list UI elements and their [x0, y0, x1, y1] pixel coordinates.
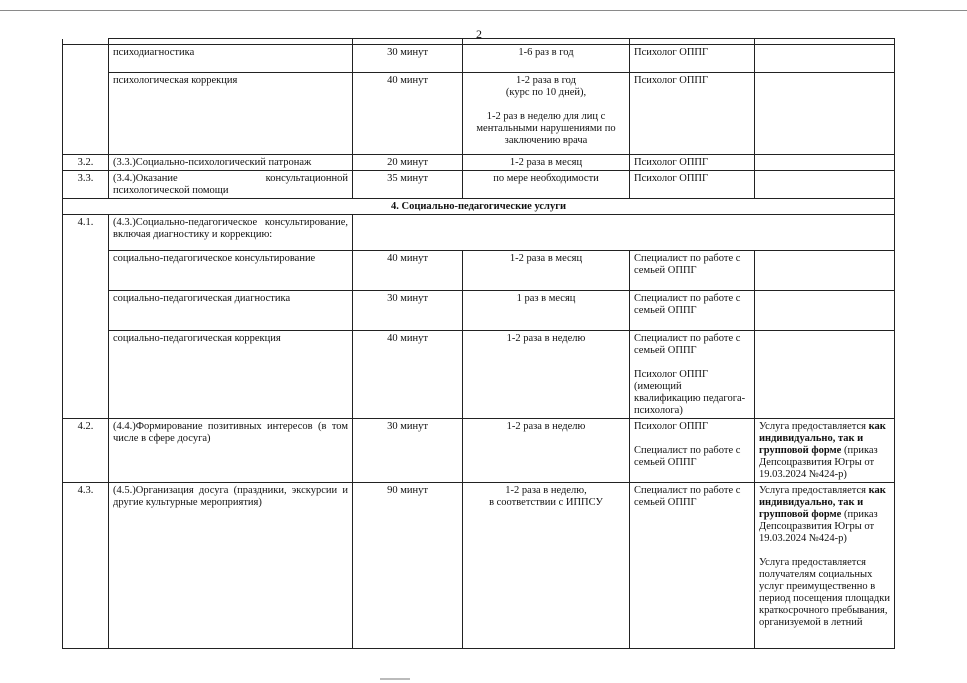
merged-empty-cell — [353, 215, 895, 251]
table-row — [63, 251, 895, 291]
row-number: 4.2. — [63, 419, 109, 483]
service-frequency: по мере необходимости — [463, 171, 630, 199]
service-frequency: 1-2 раза в месяц — [463, 251, 630, 291]
service-duration: 30 минут — [353, 419, 463, 483]
table-row — [63, 73, 895, 155]
service-duration: 20 минут — [353, 155, 463, 171]
service-frequency: 1-2 раза в неделю — [463, 419, 630, 483]
page-top-rule — [0, 10, 967, 11]
service-staff: Специалист по работе с семьей ОППГ — [630, 483, 755, 649]
service-name: психологическая коррекция — [109, 73, 353, 155]
service-note — [755, 331, 895, 419]
section-title: 4. Социально-педагогические услуги — [63, 199, 895, 215]
service-duration: 35 минут — [353, 171, 463, 199]
table-row — [63, 483, 895, 649]
service-name: (3.3.)Социально-психологический патронаж — [109, 155, 353, 171]
service-note — [755, 155, 895, 171]
service-duration: 30 минут — [353, 45, 463, 73]
service-staff: Специалист по работе с семьей ОППГ — [630, 291, 755, 331]
service-frequency: 1-2 раза в месяц — [463, 155, 630, 171]
table-row — [63, 215, 895, 251]
table-row — [63, 171, 895, 199]
service-name: психодиагностика — [109, 45, 353, 73]
service-name: социально-педагогическое консультирование — [109, 251, 353, 291]
service-duration: 40 минут — [353, 251, 463, 291]
scan-mark — [380, 678, 410, 680]
service-frequency: 1 раз в месяц — [463, 291, 630, 331]
service-name: (4.5.)Организация досуга (праздники, экскурсии и другие культурные мероприятия) — [109, 483, 353, 649]
page-number: 2 — [476, 27, 482, 41]
row-number: 3.2. — [63, 155, 109, 171]
service-duration: 40 минут — [353, 331, 463, 419]
service-staff: Психолог ОППГ — [630, 45, 755, 73]
service-name: социально-педагогическая коррекция — [109, 331, 353, 419]
services-table — [62, 38, 895, 649]
service-staff: Психолог ОППГ — [630, 73, 755, 155]
service-note — [755, 45, 895, 73]
row-number: 4.1. — [63, 215, 109, 419]
table-row — [63, 419, 895, 483]
row-number: 4.3. — [63, 483, 109, 649]
service-duration: 40 минут — [353, 73, 463, 155]
service-frequency: 1-2 раза в год (курс по 10 дней), 1-2 раз в неделю для лиц с ментальными нарушениями по заключению врача — [463, 73, 630, 155]
service-note — [755, 291, 895, 331]
service-staff: Психолог ОППГ Специалист по работе с семьей ОППГ — [630, 419, 755, 483]
service-duration: 30 минут — [353, 291, 463, 331]
service-note — [755, 251, 895, 291]
table-row — [63, 155, 895, 171]
service-frequency: 1-2 раза в неделю — [463, 331, 630, 419]
table-row — [63, 291, 895, 331]
service-note — [755, 73, 895, 155]
service-name: социально-педагогическая диагностика — [109, 291, 353, 331]
section-header-row — [63, 199, 895, 215]
service-note — [755, 171, 895, 199]
row-number: 3.3. — [63, 171, 109, 199]
service-staff: Психолог ОППГ — [630, 171, 755, 199]
row-number — [63, 45, 109, 155]
service-staff: Психолог ОППГ — [630, 155, 755, 171]
service-name: (4.4.)Формирование позитивных интересов (в том числе в сфере досуга) — [109, 419, 353, 483]
service-name: (4.3.)Социально-педагогическое консультирование, включая диагностику и коррекцию: — [109, 215, 353, 251]
service-name: (3.4.)Оказание консультационной психологической помощи — [109, 171, 353, 199]
service-staff: Специалист по работе с семьей ОППГ Психолог ОППГ (имеющий квалификацию педагога- психолога) — [630, 331, 755, 419]
service-staff: Специалист по работе с семьей ОППГ — [630, 251, 755, 291]
table-row — [63, 45, 895, 73]
service-note: Услуга предоставляется как индивидуально, так и групповой форме (приказ Депсоцразвития Югры от 19.03.2024 №424-р) Услуга предоставляется получателям социальных услуг преимущественно в период посещения площадки краткосрочного пребывания, организуемой в летний — [755, 483, 895, 649]
service-note: Услуга предоставляется как индивидуально, так и групповой форме (приказ Депсоцразвития Югры от 19.03.2024 №424-р) — [755, 419, 895, 483]
service-frequency: 1-6 раз в год — [463, 45, 630, 73]
service-duration: 90 минут — [353, 483, 463, 649]
service-frequency: 1-2 раза в неделю, в соответствии с ИППСУ — [463, 483, 630, 649]
table-row — [63, 331, 895, 419]
